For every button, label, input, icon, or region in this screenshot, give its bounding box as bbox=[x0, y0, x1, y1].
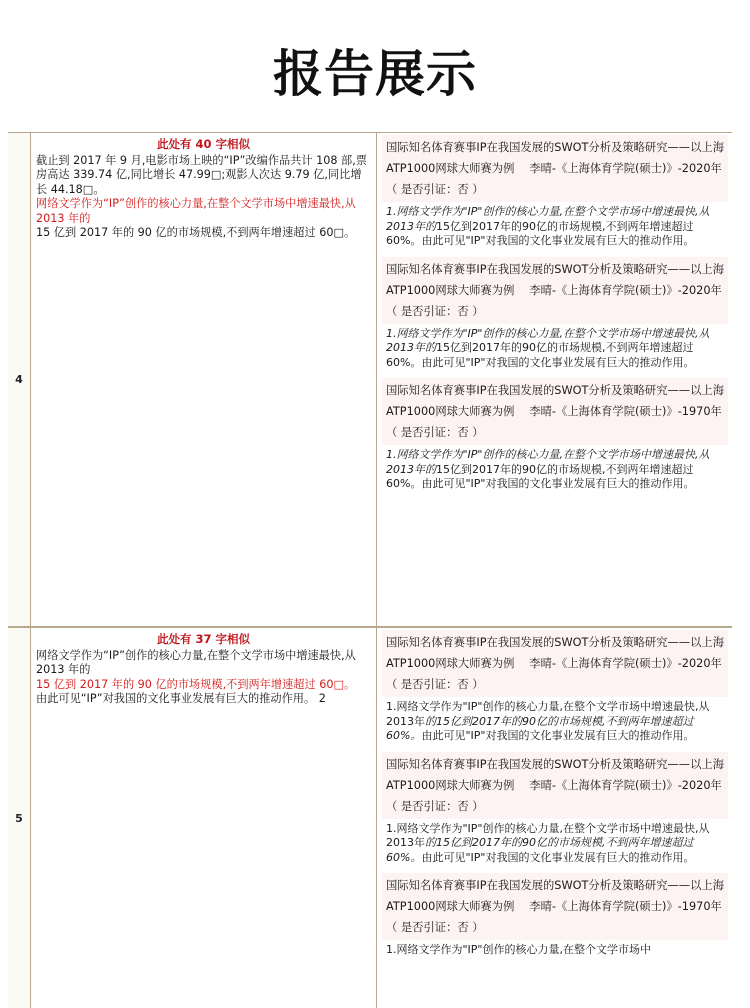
quote-normal: 15亿到2017年的90亿的市场规模,不到两年增速超过60%。由此可见"IP"对我国的文化事业发展有巨大的推动作用。 bbox=[386, 219, 695, 247]
match-list bbox=[378, 133, 732, 626]
match-entry bbox=[382, 378, 728, 492]
reference-source[interactable]: 国际知名体育赛事IP在我国发展的SWOT分析及策略研究——以上海ATP1000网球大师赛为例 李晴-《上海体育学院(硕士)》-2020年 （ 是否引证：否 ） bbox=[382, 630, 728, 697]
quote-normal: 15亿到2017年的90亿的市场规模,不到两年增速超过60%。由此可见"IP"对我国的文化事业发展有巨大的推动作用。 bbox=[386, 341, 695, 369]
quote-italic: 1.网络文学作为"IP"创作的核心力量,在整个文学市场中增速最快,从2013年的 bbox=[386, 448, 710, 476]
source-text-normal: 网络文学作为“IP”创作的核心力量,在整个文学市场中增速最快,从 2013 年的 bbox=[36, 648, 356, 676]
matched-quote bbox=[382, 819, 728, 866]
reference-source[interactable]: 国际知名体育赛事IP在我国发展的SWOT分析及策略研究——以上海ATP1000网球大师赛为例 李晴-《上海体育学院(硕士)》-2020年 （ 是否引证：否 ） bbox=[382, 752, 728, 819]
source-text-highlight: 15 亿到 2017 年的 90 亿的市场规模,不到两年增速超过 60□。 bbox=[36, 677, 356, 691]
quote-italic: 1.网络文学作为"IP"创作的核心力量,在整个文学市场中增速最快,从2013年的 bbox=[386, 205, 710, 233]
reference-source[interactable]: 国际知名体育赛事IP在我国发展的SWOT分析及策略研究——以上海ATP1000网球大师赛为例 李晴-《上海体育学院(硕士)》-2020年 （ 是否引证：否 ） bbox=[382, 257, 728, 324]
source-text-normal: 由此可见“IP”对我国的文化事业发展有巨大的推动作用。 2 bbox=[36, 692, 326, 705]
source-text-normal: 15 亿到 2017 年的 90 亿的市场规模,不到两年增速超过 60□。 bbox=[36, 226, 356, 239]
table-row bbox=[8, 627, 732, 1008]
match-entry bbox=[382, 752, 728, 866]
quote-normal: 15亿到2017年的90亿的市场规模,不到两年增速超过60%。由此可见"IP"对我国的文化事业发展有巨大的推动作用。 bbox=[386, 462, 695, 490]
match-entry bbox=[382, 135, 728, 249]
quote-italic: 1.网络文学作为"IP"创作的核心力量,在整个文学市场中增速最快,从2013年的 bbox=[386, 326, 710, 354]
matched-quote bbox=[382, 202, 728, 249]
source-text bbox=[36, 649, 371, 707]
row-index: 5 bbox=[8, 628, 31, 1008]
row-index: 4 bbox=[8, 133, 31, 626]
matched-quote bbox=[382, 445, 728, 492]
reference-source[interactable]: 国际知名体育赛事IP在我国发展的SWOT分析及策略研究——以上海ATP1000网球大师赛为例 李晴-《上海体育学院(硕士)》-1970年 （ 是否引证：否 ） bbox=[382, 378, 728, 445]
source-text bbox=[36, 154, 371, 241]
source-text-cell bbox=[31, 628, 377, 1008]
match-entry bbox=[382, 257, 728, 371]
quote-normal: 1.网络文学作为"IP"创作的核心力量,在整个文学市场中 bbox=[386, 943, 651, 956]
reference-source[interactable]: 国际知名体育赛事IP在我国发展的SWOT分析及策略研究——以上海ATP1000网球大师赛为例 李晴-《上海体育学院(硕士)》-1970年 （ 是否引证：否 ） bbox=[382, 873, 728, 940]
match-entry bbox=[382, 630, 728, 744]
quote-normal: 由此可见"IP"对我国的文化事业发展有巨大的推动作用。 bbox=[421, 729, 695, 742]
source-text-highlight: 网络文学作为“IP”创作的核心力量,在整个文学市场中增速最快,从 2013 年的 bbox=[36, 197, 356, 225]
page-title: 报告展示 bbox=[273, 45, 477, 103]
quote-normal: 由此可见"IP"对我国的文化事业发展有巨大的推动作用。 bbox=[421, 850, 695, 864]
source-text-normal: 截止到 2017 年 9 月,电影市场上映的“IP”改编作品共计 108 部,票房高达 339.74 亿,同比增长 47.99□;观影人次达 9.79 亿,同比增长 44.18□。 bbox=[36, 153, 367, 196]
reference-source[interactable]: 国际知名体育赛事IP在我国发展的SWOT分析及策略研究——以上海ATP1000网球大师赛为例 李晴-《上海体育学院(硕士)》-2020年 （ 是否引证：否 ） bbox=[382, 135, 728, 202]
matched-quote bbox=[382, 324, 728, 371]
quote-italic: 的15亿到2017年的90亿的市场规模,不到两年增速超过60%。 bbox=[386, 714, 694, 742]
quote-normal: 1.网络文学作为"IP"创作的核心力量,在整个文学市场中增速最快,从2013年 bbox=[386, 700, 710, 728]
quote-italic: 的15亿到2017年的90亿的市场规模,不到两年增速超过60%。 bbox=[386, 836, 694, 864]
similarity-label: 此处有 40 字相似 bbox=[156, 137, 250, 151]
table-row bbox=[8, 132, 732, 627]
source-text-cell bbox=[31, 133, 377, 626]
quote-normal: 1.网络文学作为"IP"创作的核心力量,在整个文学市场中增速最快,从2013年 bbox=[386, 821, 710, 849]
similarity-label: 此处有 37 字相似 bbox=[156, 632, 250, 646]
matched-quote bbox=[382, 940, 728, 958]
match-entry bbox=[382, 873, 728, 958]
matched-quote bbox=[382, 697, 728, 744]
match-list bbox=[378, 628, 732, 1008]
